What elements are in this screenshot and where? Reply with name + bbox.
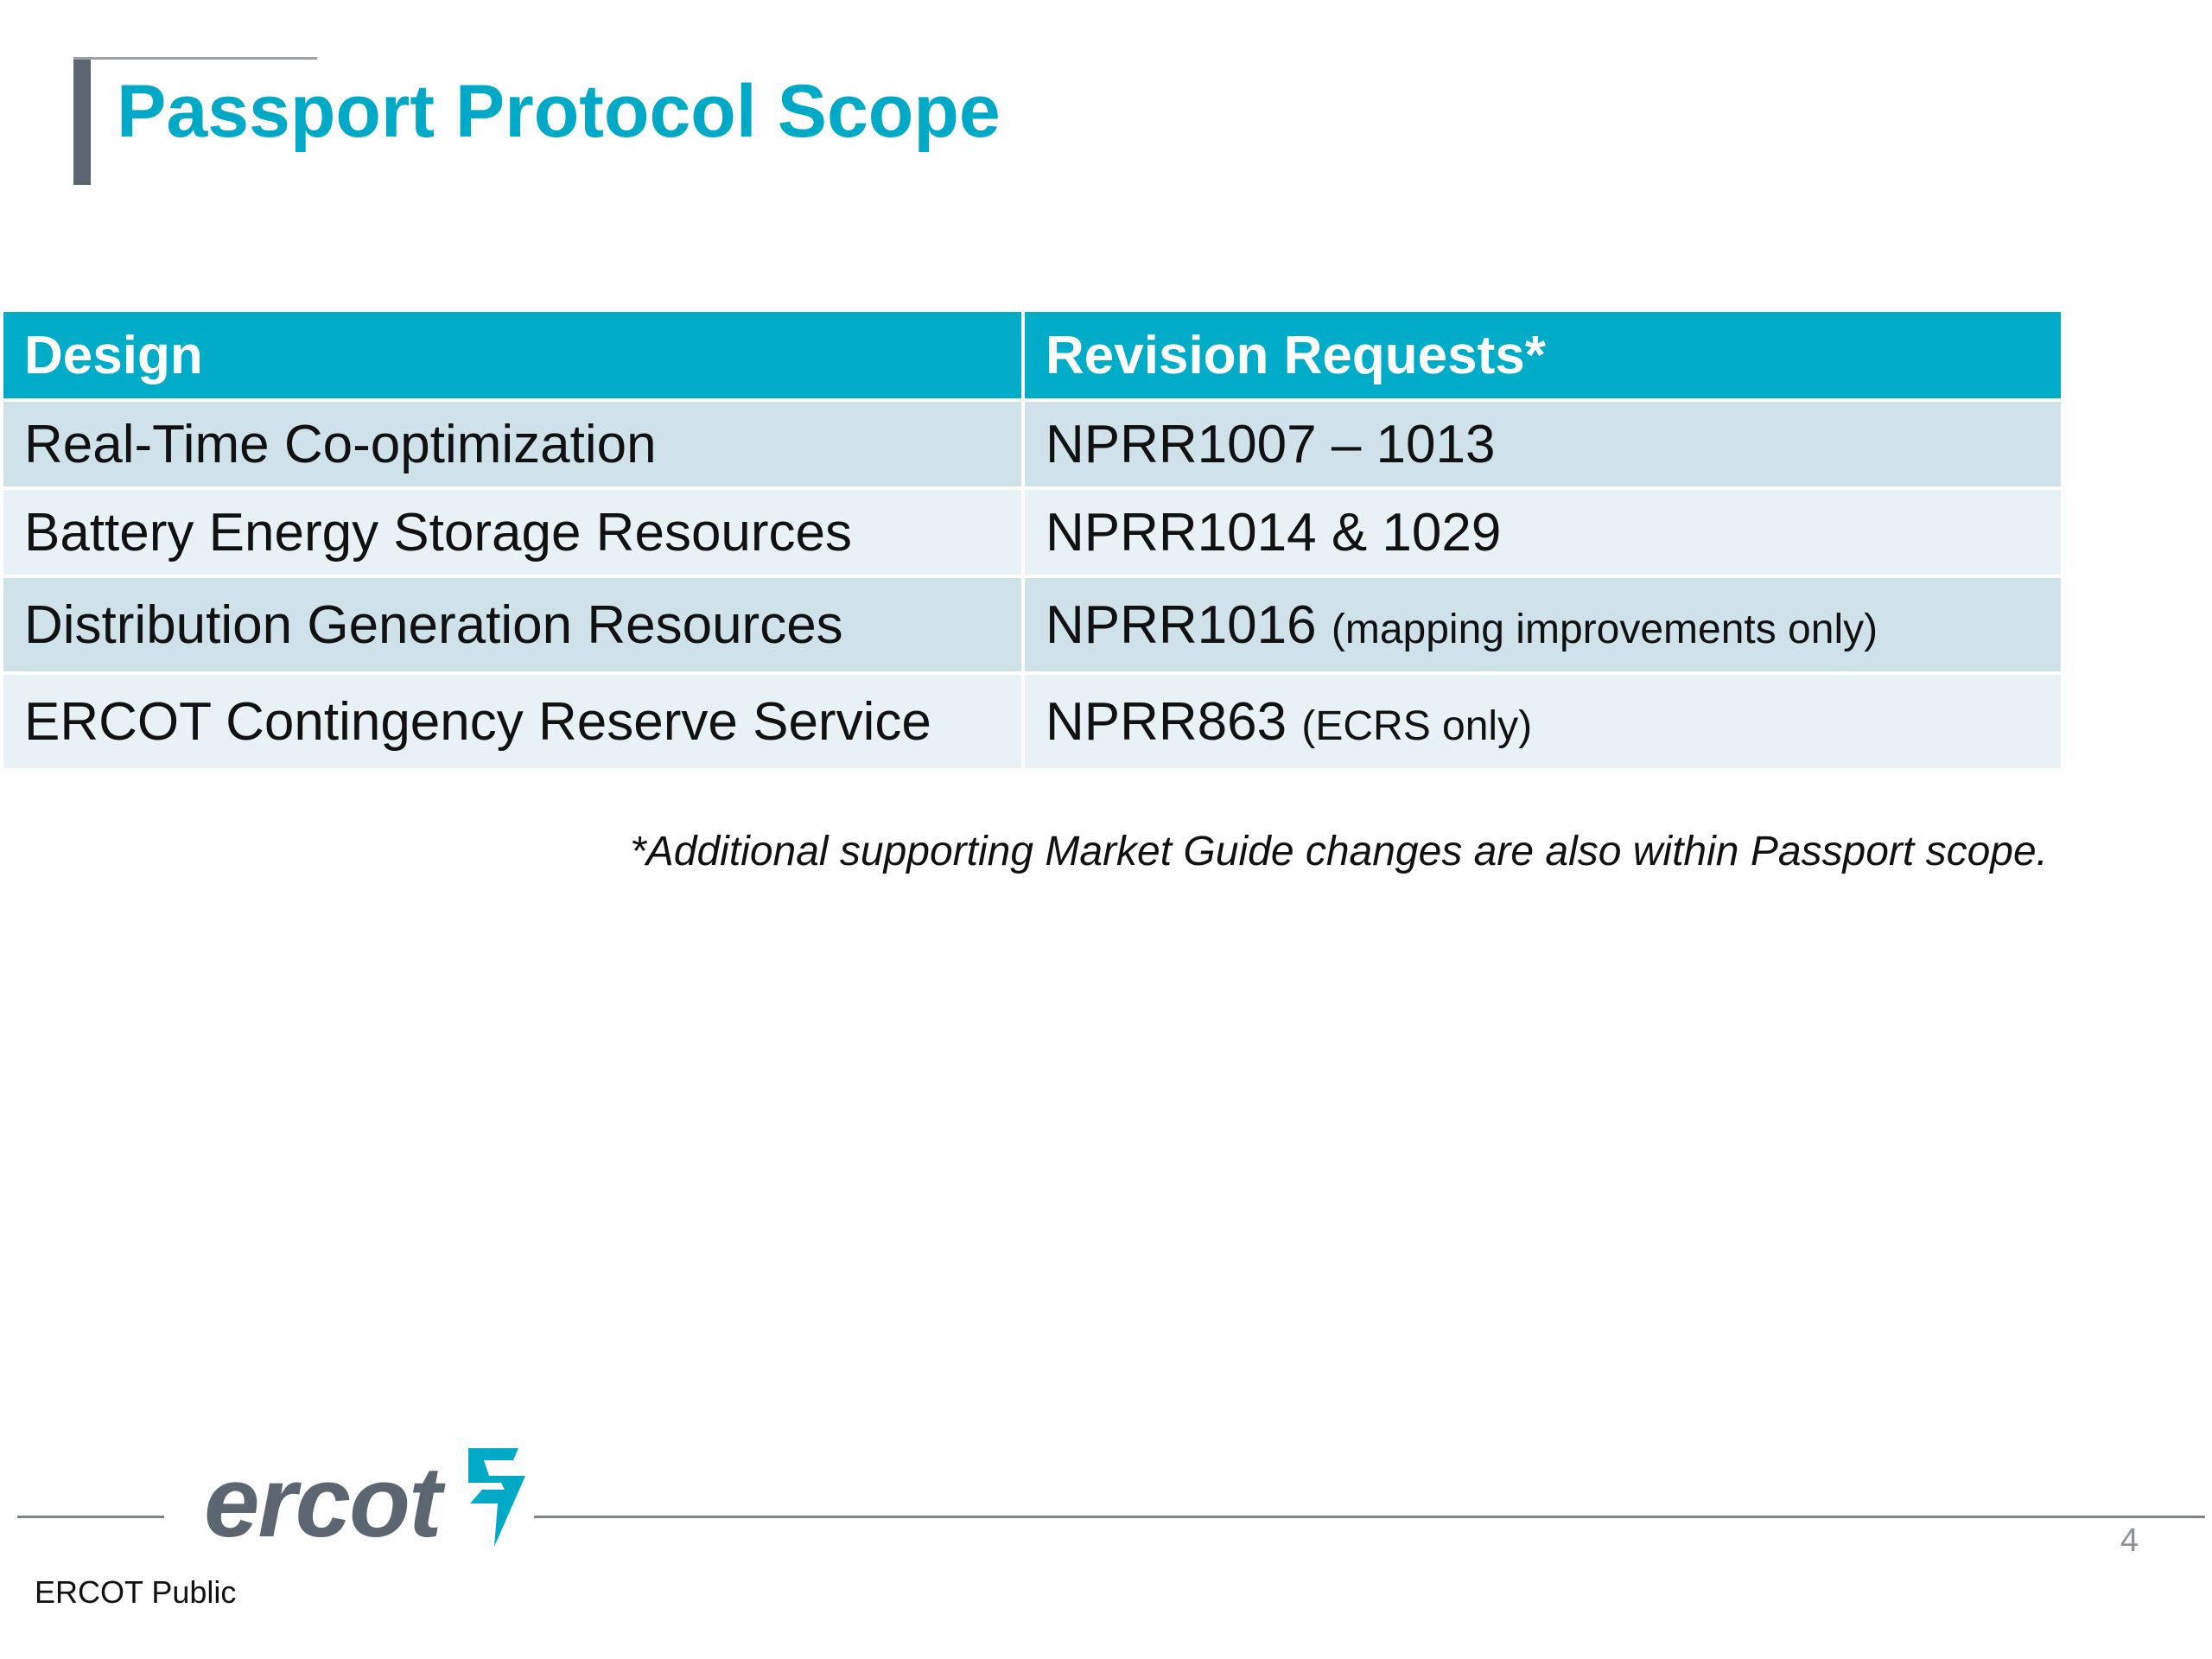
table-row (2, 488, 2063, 576)
revision-request-id: NPRR1016 (1046, 594, 1317, 655)
revision-request-cell (1023, 400, 2063, 488)
revision-request-id: NPRR863 (1046, 691, 1287, 752)
footnote: *Additional supporting Market Guide changes are also within Passport scope. (630, 829, 2048, 874)
logo-wordmark: ercot (204, 1446, 441, 1558)
title-accent-rule (73, 57, 317, 60)
table-row (2, 673, 2063, 770)
table-row (2, 400, 2063, 488)
title-accent-bar (73, 57, 91, 185)
revision-request-note: (mapping improvements only) (1331, 606, 1878, 652)
table-header-row (2, 310, 2063, 400)
ercot-bolt-icon (444, 1441, 539, 1554)
design-cell: Distribution Generation Resources (2, 576, 1023, 673)
design-cell: Battery Energy Storage Resources (2, 488, 1023, 576)
header-revision-requests: Revision Requests* (1023, 310, 2063, 400)
header-design: Design (2, 310, 1023, 400)
revision-request-id: NPRR1014 & 1029 (1046, 502, 1502, 563)
slide-title: Passport Protocol Scope (117, 70, 1001, 153)
revision-request-cell (1023, 576, 2063, 673)
revision-request-id: NPRR1007 – 1013 (1046, 414, 1496, 474)
ercot-logo (204, 1446, 539, 1558)
scope-table (0, 308, 2064, 772)
design-cell: ERCOT Contingency Reserve Service (2, 673, 1023, 770)
revision-request-cell (1023, 488, 2063, 576)
footer-classification-label: ERCOT Public (35, 1574, 237, 1610)
footer-divider-right (534, 1516, 2205, 1518)
revision-request-note: (ECRS only) (1301, 702, 1533, 749)
table-row (2, 576, 2063, 673)
design-cell: Real-Time Co-optimization (2, 400, 1023, 488)
footer-divider-left (17, 1516, 164, 1518)
revision-request-cell (1023, 673, 2063, 770)
page-number: 4 (2120, 1522, 2139, 1559)
